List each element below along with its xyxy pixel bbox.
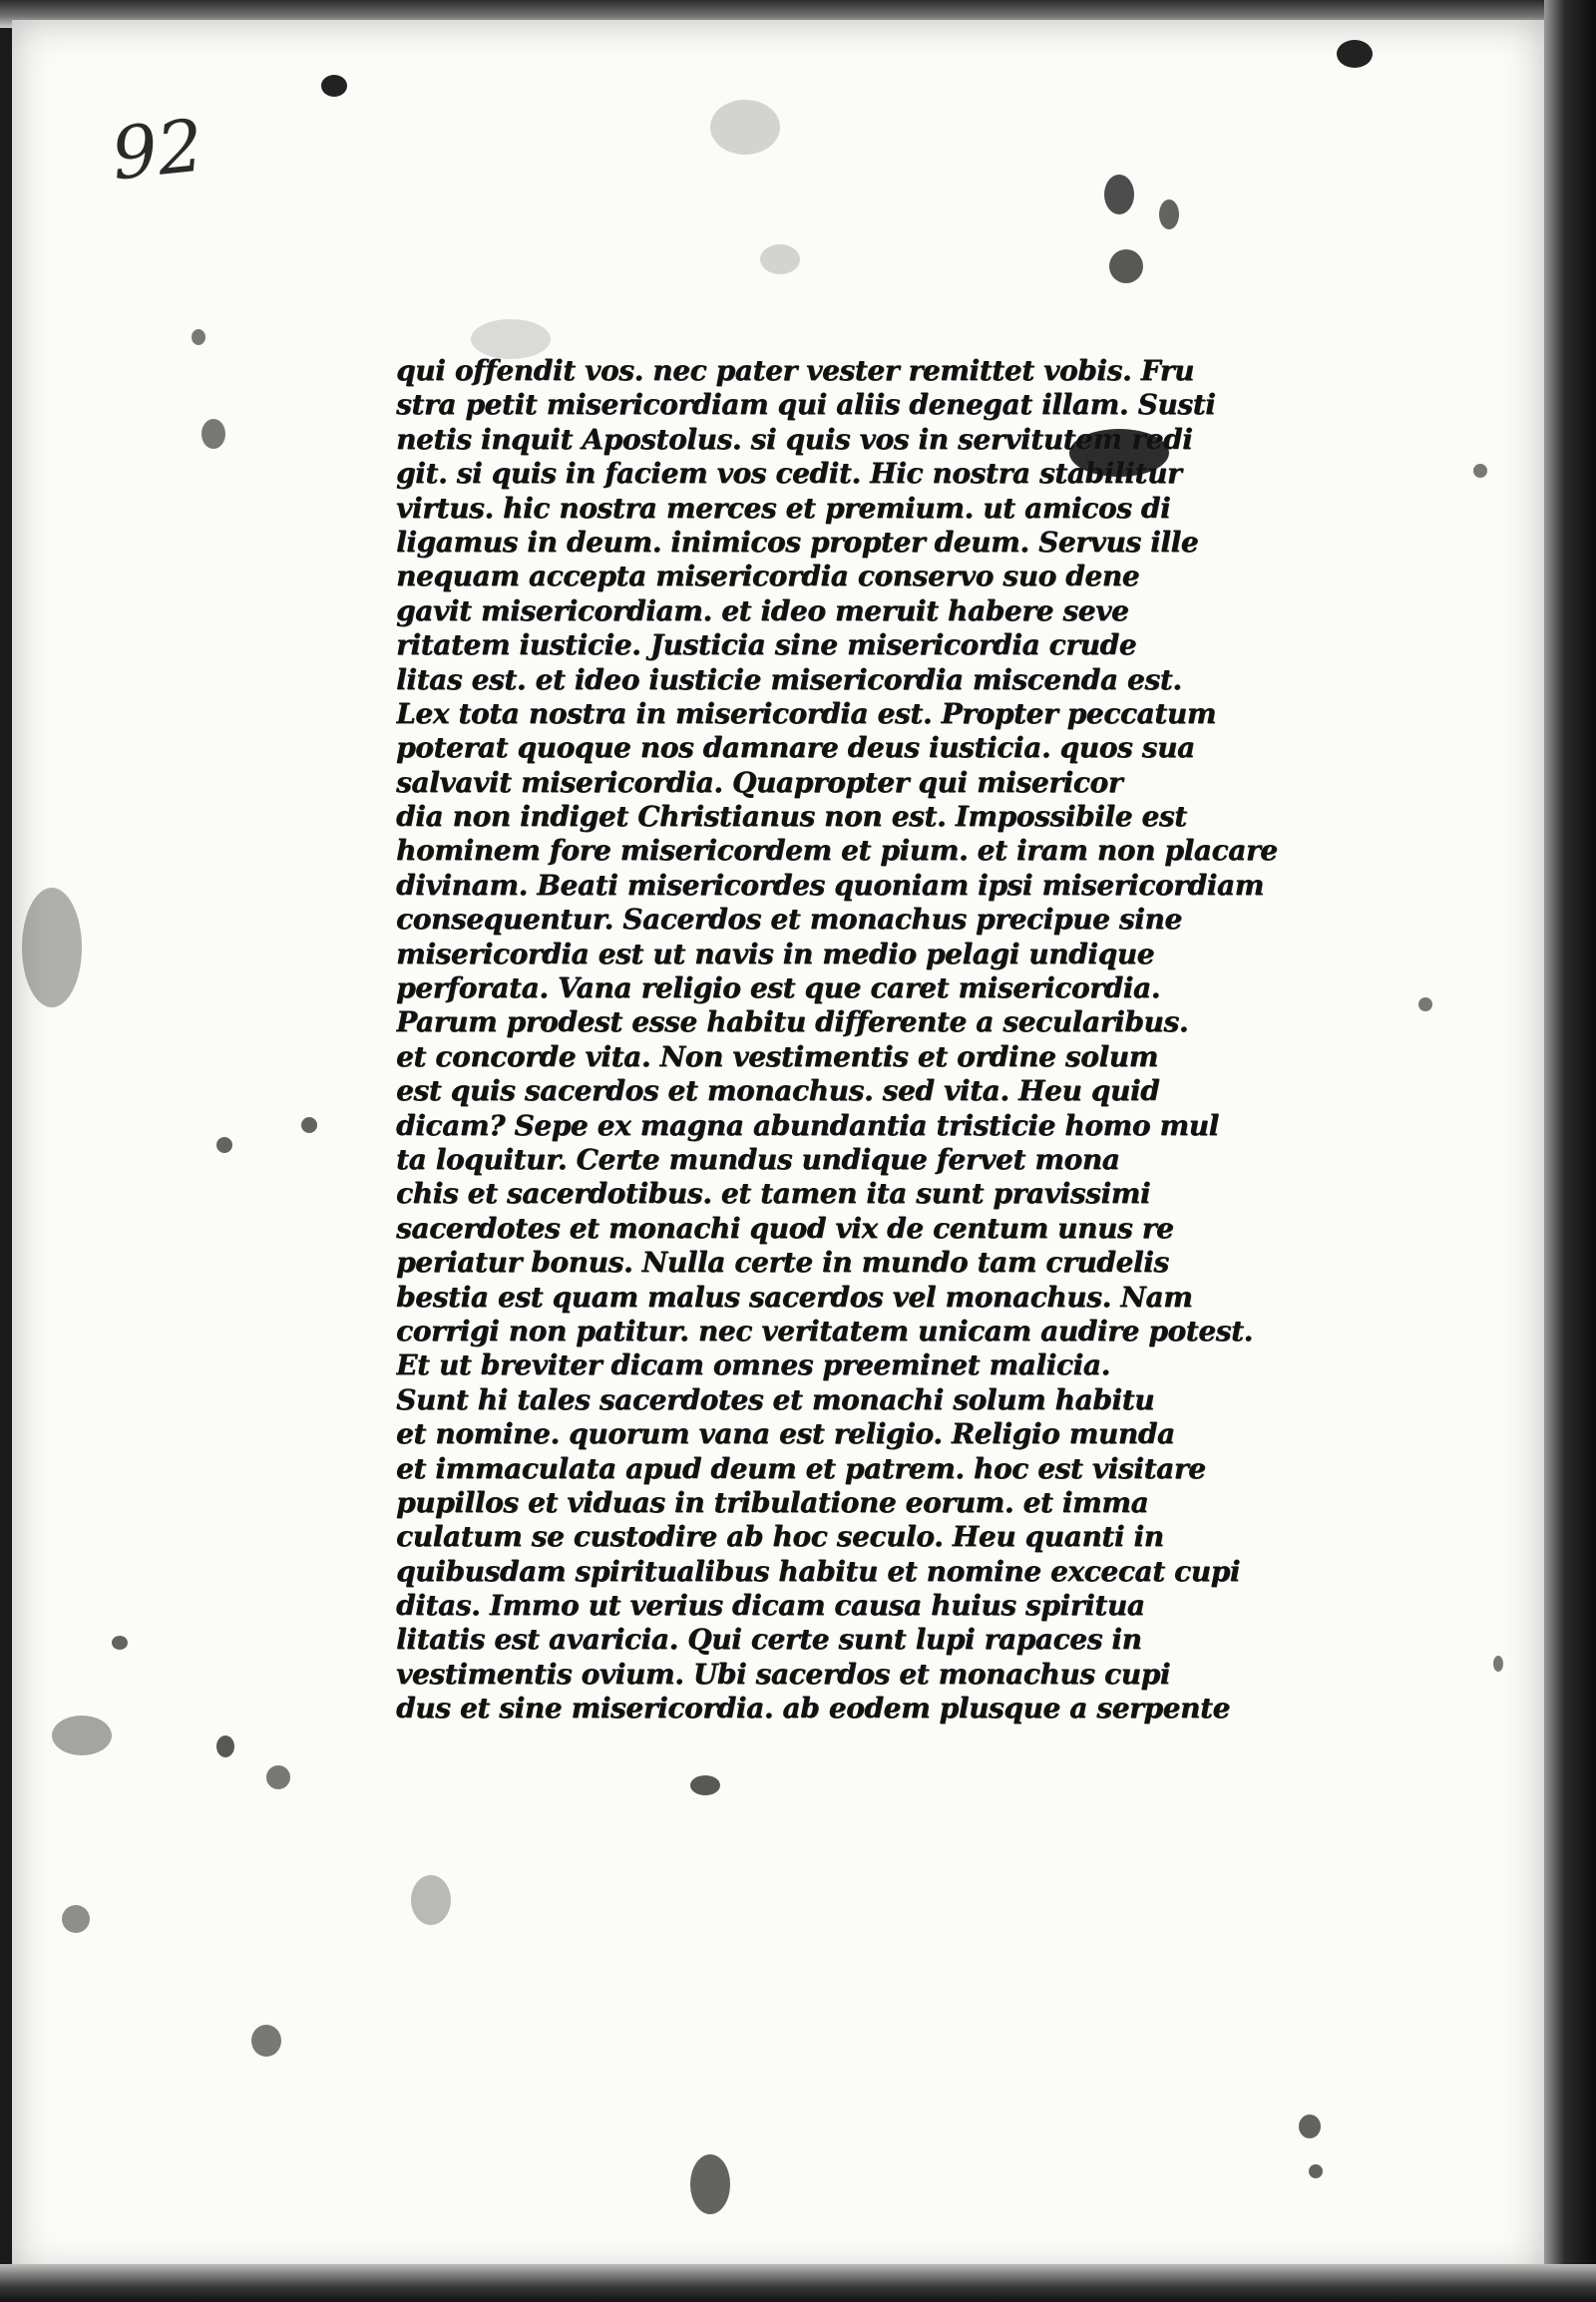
ink-stain [266, 1765, 290, 1789]
ink-stain [1109, 249, 1143, 283]
text-line: git. si quis in faciem vos cedit. Hic nostra stabilitur [396, 457, 1182, 491]
ink-stain [1309, 2164, 1323, 2178]
text-line: Et ut breviter dicam omnes preeminet malicia. [396, 1348, 1110, 1382]
text-line: et concorde vita. Non vestimentis et ordine solum [396, 1039, 1158, 1073]
ink-stain [321, 75, 347, 97]
ink-stain [1159, 199, 1179, 229]
ink-stain [112, 1636, 128, 1650]
text-line: sacerdotes et monachi quod vix de centum unus re [396, 1211, 1174, 1245]
text-line: litas est. et ideo iusticie misericordia miscenda est. [396, 662, 1182, 696]
text-line: qui offendit vos. nec pater vester remittet vobis. Fru [396, 354, 1194, 387]
text-line: est quis sacerdos et monachus. sed vita. Heu quid [396, 1074, 1160, 1108]
scan-edge-bottom [0, 2264, 1596, 2302]
text-line: nequam accepta misericordia conservo suo dene [396, 560, 1140, 593]
ink-stain [760, 244, 800, 274]
ink-stain [216, 1137, 232, 1153]
text-line: dicam? Sepe ex magna abundantia tristicie homo mul [396, 1108, 1219, 1142]
ink-stain [192, 329, 205, 345]
ink-stain [710, 100, 780, 155]
text-line: bestia est quam malus sacerdos vel monachus. Nam [396, 1280, 1193, 1314]
text-line: ditas. Immo ut verius dicam causa huius spiritua [396, 1589, 1145, 1623]
text-line: periatur bonus. Nulla certe in mundo tam crudelis [396, 1246, 1169, 1280]
text-line: pupillos et viduas in tribulatione eorum. et imma [396, 1485, 1149, 1519]
text-line: hominem fore misericordem et pium. et iram non placare [396, 834, 1278, 868]
ink-stain [1299, 2114, 1321, 2138]
ink-stain [1493, 1656, 1503, 1672]
text-line: culatum se custodire ab hoc seculo. Heu quanti in [396, 1520, 1164, 1554]
manuscript-text [396, 354, 1334, 1726]
text-line: corrigi non patitur. nec veritatem unicam audire potest. [396, 1314, 1253, 1347]
ink-stain [1418, 997, 1432, 1011]
text-line: Lex tota nostra in misericordia est. Propter peccatum [396, 696, 1216, 730]
ink-stain [690, 2154, 730, 2214]
text-line: litatis est avaricia. Qui certe sunt lupi rapaces in [396, 1623, 1142, 1657]
text-line: chis et sacerdotibus. et tamen ita sunt pravissimi [396, 1177, 1151, 1211]
text-line: divinam. Beati misericordes quoniam ipsi misericordiam [396, 868, 1264, 902]
ink-stain [251, 2025, 281, 2057]
scan-edge-right [1544, 0, 1596, 2302]
ink-stain [62, 1905, 90, 1933]
text-line: ritatem iusticie. Justicia sine misericordia crude [396, 628, 1137, 662]
text-line: ligamus in deum. inimicos propter deum. Servus ille [396, 525, 1199, 559]
text-line: salvavit misericordia. Quapropter qui misericor [396, 765, 1123, 799]
ink-stain [411, 1875, 451, 1925]
ink-stain [301, 1117, 317, 1133]
text-line: et immaculata apud deum et patrem. hoc est visitare [396, 1451, 1206, 1485]
ink-stain [22, 888, 82, 1007]
text-line: misericordia est ut navis in medio pelagi undique [396, 937, 1155, 970]
text-line: vestimentis ovium. Ubi sacerdos et monachus cupi [396, 1657, 1171, 1691]
text-line: stra petit misericordiam qui aliis denegat illam. Susti [396, 388, 1216, 422]
text-line: virtus. hic nostra merces et premium. ut amicos di [396, 491, 1171, 525]
ink-stain [690, 1775, 720, 1795]
ink-stain [471, 319, 551, 359]
text-line: ta loquitur. Certe mundus undique fervet mona [396, 1142, 1120, 1176]
text-line: consequentur. Sacerdos et monachus precipue sine [396, 903, 1182, 937]
ink-stain [216, 1735, 234, 1757]
ink-stain [52, 1716, 112, 1755]
ink-stain [201, 419, 225, 449]
folio-number: 92 [107, 103, 207, 196]
text-line: Sunt hi tales sacerdotes et monachi solum habitu [396, 1382, 1155, 1416]
text-line: poterat quoque nos damnare deus iusticia. quos sua [396, 731, 1195, 765]
text-line: dia non indiget Christianus non est. Impossibile est [396, 800, 1187, 834]
text-line: quibusdam spiritualibus habitu et nomine excecat cupi [396, 1554, 1241, 1588]
ink-stain [1104, 175, 1134, 214]
ink-stain [1337, 40, 1373, 68]
text-line: dus et sine misericordia. ab eodem plusque a serpente [396, 1692, 1230, 1726]
text-line: gavit misericordiam. et ideo meruit habere seve [396, 593, 1129, 627]
text-line: perforata. Vana religio est que caret misericordia. [396, 971, 1160, 1005]
ink-stain [1473, 464, 1487, 478]
text-line: et nomine. quorum vana est religio. Religio munda [396, 1417, 1175, 1451]
text-line: Parum prodest esse habitu differente a secularibus. [396, 1005, 1189, 1039]
manuscript-page [12, 20, 1544, 2276]
text-line: netis inquit Apostolus. si quis vos in servitutem redi [396, 422, 1193, 456]
